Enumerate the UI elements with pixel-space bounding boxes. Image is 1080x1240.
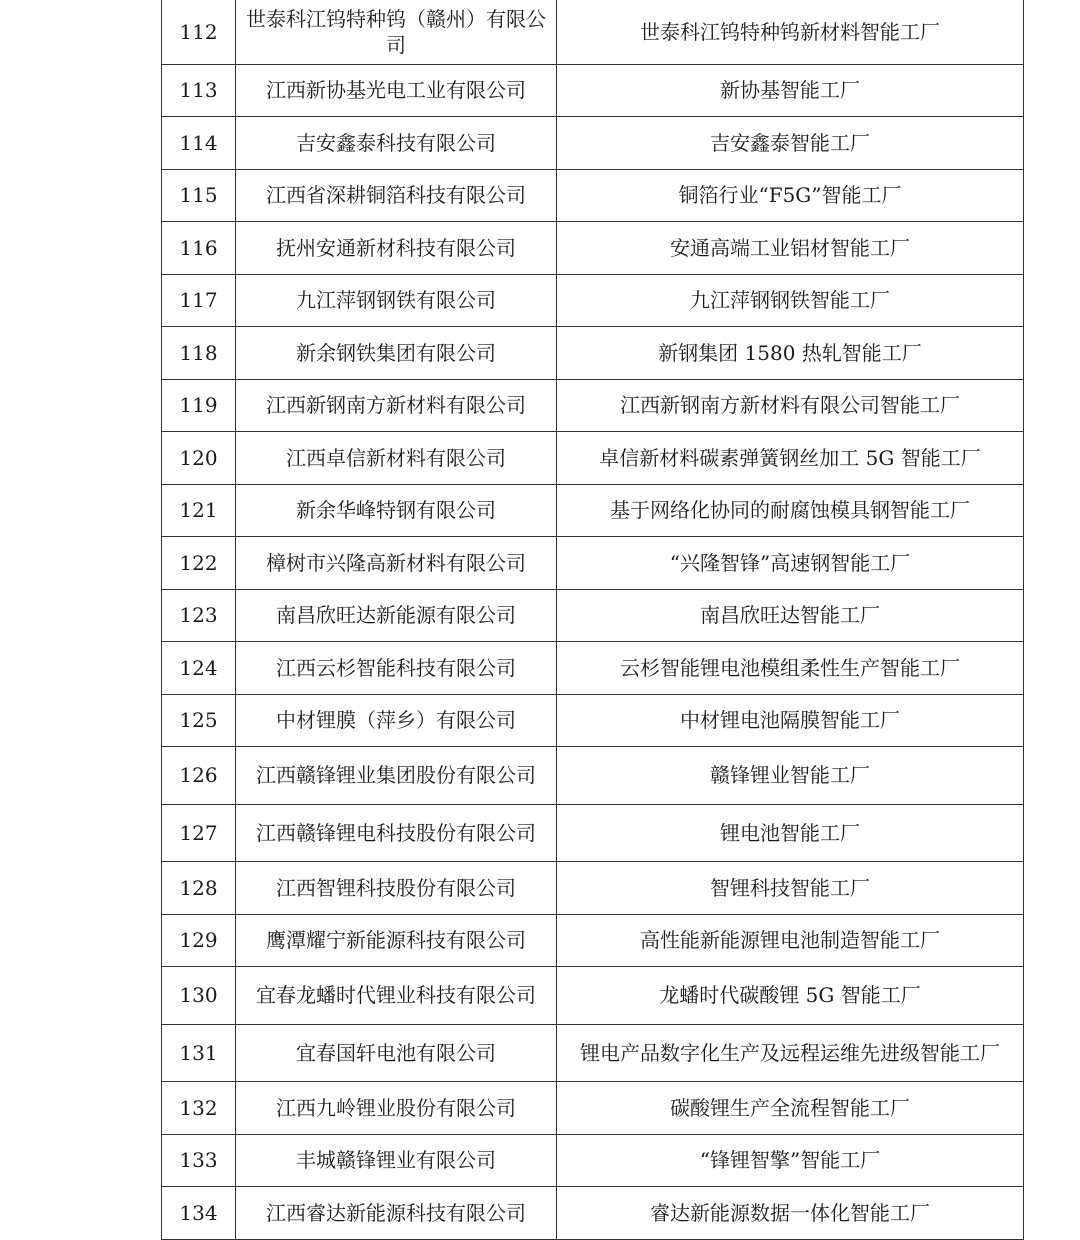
table-row	[162, 221, 1024, 274]
company-name: 九江萍钢钢铁有限公司	[236, 274, 557, 326]
factory-name: 铜箔行业“F5G”智能工厂	[557, 169, 1024, 221]
company-name: 新余华峰特钢有限公司	[236, 484, 557, 536]
row-number: 112	[162, 0, 236, 64]
factory-name: 中材锂电池隔膜智能工厂	[557, 694, 1024, 746]
row-number: 124	[162, 641, 236, 694]
table-row	[162, 804, 1024, 861]
company-name: 抚州安通新材科技有限公司	[236, 221, 557, 274]
table-row	[162, 746, 1024, 804]
factory-name: 新钢集团 1580 热轧智能工厂	[557, 326, 1024, 379]
table-row	[162, 589, 1024, 641]
row-number: 128	[162, 861, 236, 914]
table-row	[162, 641, 1024, 694]
company-name: 江西赣锋锂业集团股份有限公司	[236, 746, 557, 804]
row-number: 132	[162, 1081, 236, 1134]
company-name: 江西新协基光电工业有限公司	[236, 64, 557, 116]
row-number: 129	[162, 914, 236, 966]
factory-name: 九江萍钢钢铁智能工厂	[557, 274, 1024, 326]
table-row	[162, 274, 1024, 326]
company-name: 江西九岭锂业股份有限公司	[236, 1081, 557, 1134]
company-name: 江西省深耕铜箔科技有限公司	[236, 169, 557, 221]
company-name: 鹰潭耀宁新能源科技有限公司	[236, 914, 557, 966]
table-row	[162, 914, 1024, 966]
table-row	[162, 1134, 1024, 1186]
row-number: 115	[162, 169, 236, 221]
row-number: 121	[162, 484, 236, 536]
factory-list-body	[162, 0, 1024, 1239]
factory-name: 智锂科技智能工厂	[557, 861, 1024, 914]
factory-name: 吉安鑫泰智能工厂	[557, 116, 1024, 169]
factory-name: “锋锂智擎”智能工厂	[557, 1134, 1024, 1186]
row-number: 130	[162, 966, 236, 1024]
table-row	[162, 861, 1024, 914]
company-name: 南昌欣旺达新能源有限公司	[236, 589, 557, 641]
row-number: 122	[162, 536, 236, 589]
company-name: 中材锂膜（萍乡）有限公司	[236, 694, 557, 746]
table-row	[162, 966, 1024, 1024]
company-name: 丰城赣锋锂业有限公司	[236, 1134, 557, 1186]
company-name: 江西赣锋锂电科技股份有限公司	[236, 804, 557, 861]
company-name: 江西云杉智能科技有限公司	[236, 641, 557, 694]
row-number: 119	[162, 379, 236, 431]
factory-name: 基于网络化协同的耐腐蚀模具钢智能工厂	[557, 484, 1024, 536]
table-row	[162, 116, 1024, 169]
company-name: 江西卓信新材料有限公司	[236, 431, 557, 484]
table-row	[162, 1186, 1024, 1239]
table-row	[162, 536, 1024, 589]
table-row	[162, 484, 1024, 536]
table-row	[162, 431, 1024, 484]
factory-name: 睿达新能源数据一体化智能工厂	[557, 1186, 1024, 1239]
table-row	[162, 1081, 1024, 1134]
factory-name: 云杉智能锂电池模组柔性生产智能工厂	[557, 641, 1024, 694]
company-name: 新余钢铁集团有限公司	[236, 326, 557, 379]
factory-name: 世泰科江钨特种钨新材料智能工厂	[557, 0, 1024, 64]
row-number: 127	[162, 804, 236, 861]
company-name: 江西新钢南方新材料有限公司	[236, 379, 557, 431]
company-name: 宜春龙蟠时代锂业科技有限公司	[236, 966, 557, 1024]
company-name: 宜春国轩电池有限公司	[236, 1024, 557, 1081]
row-number: 114	[162, 116, 236, 169]
table-row	[162, 326, 1024, 379]
table-row	[162, 379, 1024, 431]
row-number: 113	[162, 64, 236, 116]
factory-name: 高性能新能源锂电池制造智能工厂	[557, 914, 1024, 966]
table-row	[162, 169, 1024, 221]
factory-name: 龙蟠时代碳酸锂 5G 智能工厂	[557, 966, 1024, 1024]
factory-name: 碳酸锂生产全流程智能工厂	[557, 1081, 1024, 1134]
company-name: 江西睿达新能源科技有限公司	[236, 1186, 557, 1239]
row-number: 123	[162, 589, 236, 641]
company-name: 世泰科江钨特种钨（赣州）有限公司	[236, 0, 557, 64]
row-number: 125	[162, 694, 236, 746]
table-row	[162, 1024, 1024, 1081]
row-number: 133	[162, 1134, 236, 1186]
row-number: 120	[162, 431, 236, 484]
factory-list-table	[161, 0, 1024, 1240]
table-row	[162, 0, 1024, 64]
factory-name: “兴隆智锋”高速钢智能工厂	[557, 536, 1024, 589]
row-number: 118	[162, 326, 236, 379]
company-name: 江西智锂科技股份有限公司	[236, 861, 557, 914]
factory-name: 新协基智能工厂	[557, 64, 1024, 116]
row-number: 117	[162, 274, 236, 326]
table-row	[162, 64, 1024, 116]
row-number: 134	[162, 1186, 236, 1239]
factory-name: 锂电产品数字化生产及远程运维先进级智能工厂	[557, 1024, 1024, 1081]
factory-name: 锂电池智能工厂	[557, 804, 1024, 861]
company-name: 吉安鑫泰科技有限公司	[236, 116, 557, 169]
factory-name: 卓信新材料碳素弹簧钢丝加工 5G 智能工厂	[557, 431, 1024, 484]
table-row	[162, 694, 1024, 746]
factory-name: 南昌欣旺达智能工厂	[557, 589, 1024, 641]
factory-name: 江西新钢南方新材料有限公司智能工厂	[557, 379, 1024, 431]
factory-name: 安通高端工业铝材智能工厂	[557, 221, 1024, 274]
company-name: 樟树市兴隆高新材料有限公司	[236, 536, 557, 589]
factory-name: 赣锋锂业智能工厂	[557, 746, 1024, 804]
row-number: 131	[162, 1024, 236, 1081]
row-number: 116	[162, 221, 236, 274]
row-number: 126	[162, 746, 236, 804]
